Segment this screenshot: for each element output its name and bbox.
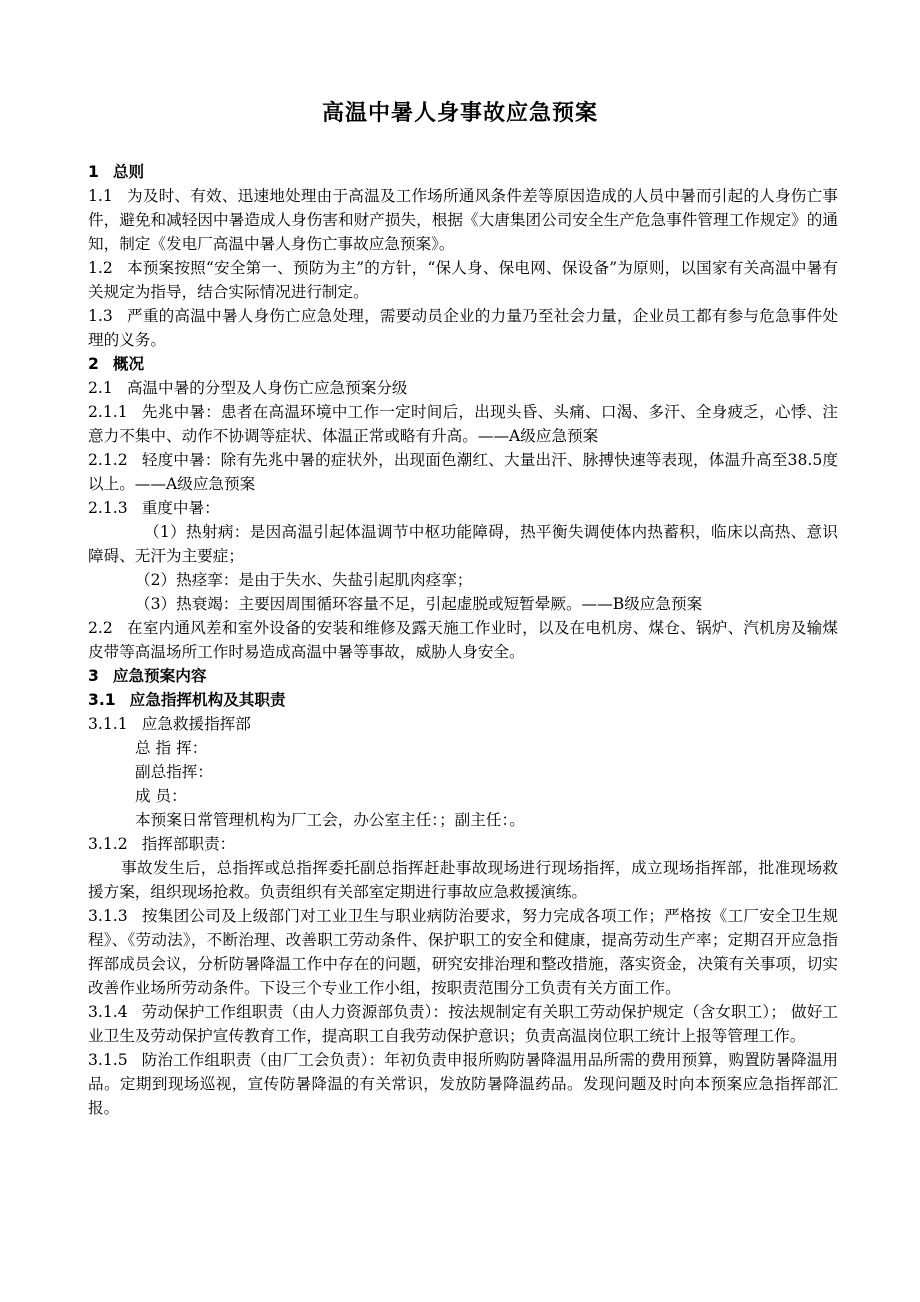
- clause-text: 劳动保护工作组职责（由人力资源部负责）：按法规制定有关职工劳动保护规定（含女职工）； 做好工业卫生及劳动保护宣传教育工作，提高职工自我劳动保护意识；负责高温岗位职工统计上报等管理工作。: [88, 1003, 838, 1045]
- paragraph-2-1-3-a: （1）热射病：是因高温引起体温调节中枢功能障碍，热平衡失调使体内热蓄积，临床以高热、意识障碍、无汗为主要症；: [88, 523, 838, 565]
- clause-text: 在室内通风差和室外设备的安装和维修及露天施工作业时，以及在电机房、煤仓、锅炉、汽机房及输煤皮带等高温场所工作时易造成高温中暑等事故，威胁人身安全。: [88, 619, 838, 661]
- clause-number: 2.1.3: [88, 499, 128, 517]
- paragraph-2-1-2: [88, 448, 838, 496]
- clause-text: 严重的高温中暑人身伤亡应急处理，需要动员企业的力量乃至社会力量，企业员工都有参与危急事件处理的义务。: [88, 307, 838, 349]
- section-number: 3: [88, 667, 99, 685]
- clause-text: 高温中暑的分型及人身伤亡应急预案分级: [126, 379, 408, 397]
- paragraph-1-1: [88, 184, 838, 256]
- clause-text: 指挥部职责：: [141, 835, 236, 853]
- clause-number: 3.1.4: [88, 1003, 128, 1021]
- section-1-heading: [88, 160, 838, 184]
- section-number: 3.1: [88, 691, 116, 709]
- clause-number: 3.1.3: [88, 907, 128, 925]
- section-title: 应急预案内容: [112, 667, 207, 685]
- section-3-heading: [88, 664, 838, 688]
- paragraph-2-1-3-b: （2）热痉挛：是由于失水、失盐引起肌肉痉挛；: [135, 571, 473, 589]
- members-line: 成 员：: [135, 787, 187, 805]
- clause-number: 3.1.2: [88, 835, 128, 853]
- clause-number: 2.1.2: [88, 451, 128, 469]
- section-2-heading: [88, 352, 838, 376]
- paragraph-3-1-2-body: 事故发生后，总指挥或总指挥委托副总指挥赶赴事故现场进行现场指挥，成立现场指挥部，批准现场救援方案，组织现场抢救。负责组织有关部室定期进行事故应急救援演练。: [88, 859, 838, 901]
- clause-number: 3.1.5: [88, 1051, 128, 1069]
- paragraph-2-1-3-c: （3）热衰竭：主要因周围循环容量不足，引起虚脱或短暂晕厥。——B级应急预案: [135, 595, 703, 613]
- clause-text: 本预案按照“安全第一、预防为主”的方针，“保人身、保电网、保设备”为原则，以国家有关高温中暑有关规定为指导，结合实际情况进行制定。: [88, 259, 838, 301]
- section-title: 应急指挥机构及其职责: [129, 691, 286, 709]
- document-title: 高温中暑人身事故应急预案: [321, 101, 598, 126]
- section-number: 2: [88, 355, 99, 373]
- clause-number: 1.3: [88, 307, 113, 325]
- clause-number: 3.1.1: [88, 715, 128, 733]
- deputy-commander-line: 副总指挥：: [135, 763, 213, 781]
- paragraph-2-2: [88, 616, 838, 664]
- paragraph-1-2: [88, 256, 838, 304]
- clause-number: 1.2: [88, 259, 113, 277]
- section-title: 总则: [112, 163, 145, 181]
- clause-text: 先兆中暑：患者在高温环境中工作一定时间后，出现头昏、头痛、口渴、多汗、全身疲乏，心悸、注意力不集中、动作不协调等症状、体温正常或略有升高。——A级应急预案: [88, 403, 838, 445]
- commander-line: 总 指 挥：: [135, 739, 208, 757]
- paragraph-3-1-2: [88, 832, 838, 856]
- paragraph-2-1-1: [88, 400, 838, 448]
- section-number: 1: [88, 163, 99, 181]
- paragraph-1-3: [88, 304, 838, 352]
- clause-number: 1.1: [88, 187, 113, 205]
- clause-text: 为及时、有效、迅速地处理由于高温及工作场所通风条件差等原因造成的人员中暑而引起的人身伤亡事件，避免和减轻因中暑造成人身伤害和财产损失，根据《大唐集团公司安全生产危急事件管理工作规定》的通知，制定《发电厂高温中暑人身伤亡事故应急预案》。: [88, 187, 838, 253]
- clause-text: 轻度中暑：除有先兆中暑的症状外，出现面色潮红、大量出汗、脉搏快速等表现，体温升高至38.5度以上。——A级应急预案: [88, 451, 838, 493]
- section-title: 概况: [112, 355, 145, 373]
- clause-text: 重度中暑：: [141, 499, 220, 517]
- clause-number: 2.2: [88, 619, 113, 637]
- clause-text: 按集团公司及上级部门对工业卫生与职业病防治要求，努力完成各项工作；严格按《工厂安全卫生规程》、《劳动法》，不断治理、改善职工劳动条件、保护职工的安全和健康，提高劳动生产率；定期召开应急指挥部成员会议，分析防暑降温工作中存在的问题，研究安排治理和整改措施，落实资金，决策有关事项，切实改善作业场所劳动条件。下设三个专业工作小组，按职责范围分工负责有关方面工作。: [88, 907, 838, 997]
- paragraph-2-1-3: [88, 496, 838, 520]
- clause-text: 防治工作组职责（由厂工会负责）：年初负责申报所购防暑降温用品所需的费用预算，购置防暑降温用品。定期到现场巡视，宣传防暑降温的有关常识，发放防暑降温药品。发现问题及时向本预案应急指挥部汇报。: [88, 1051, 838, 1117]
- clause-number: 2.1: [88, 379, 113, 397]
- document-body: [88, 160, 838, 1120]
- clause-number: 2.1.1: [88, 403, 128, 421]
- paragraph-3-1-1: [88, 712, 838, 736]
- office-line: 本预案日常管理机构为厂工会，办公室主任：；副主任：。: [135, 811, 525, 829]
- section-3-1-heading: [88, 688, 838, 712]
- paragraph-3-1-5: [88, 1048, 838, 1120]
- paragraph-3-1-4: [88, 1000, 838, 1048]
- paragraph-2-1: [88, 376, 838, 400]
- paragraph-3-1-3: [88, 904, 838, 1000]
- clause-text: 应急救援指挥部: [141, 715, 251, 733]
